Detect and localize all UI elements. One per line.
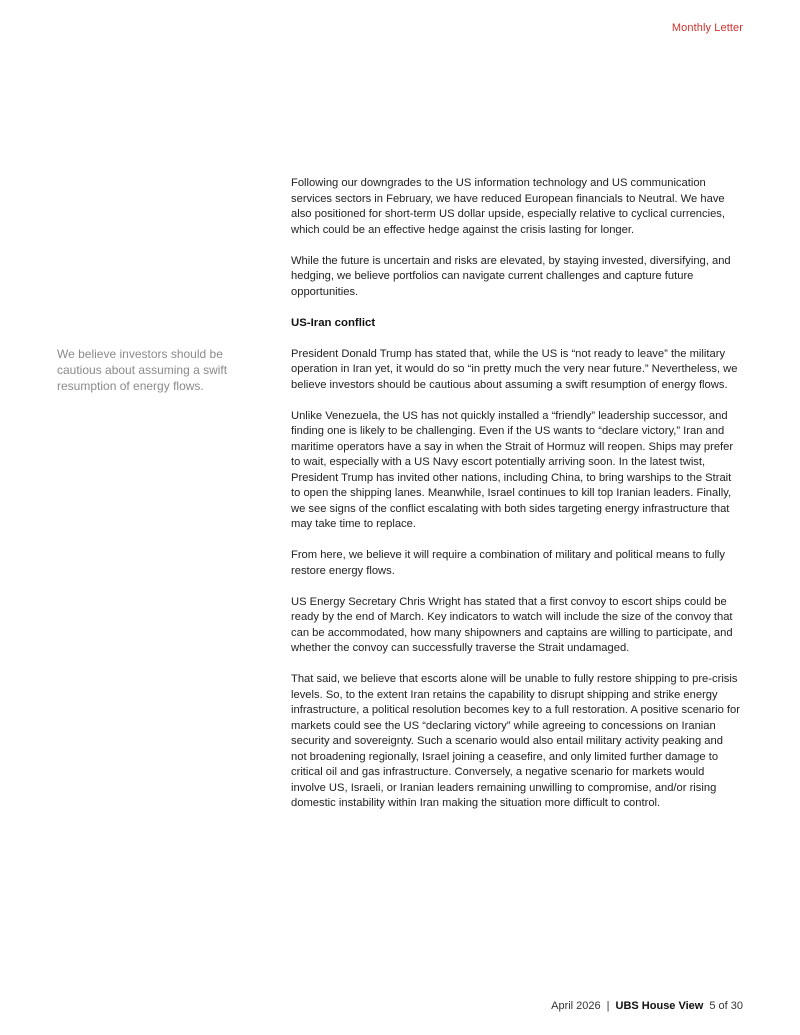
footer-page-number: 5 of 30	[709, 1000, 743, 1012]
body-paragraph: That said, we believe that escorts alone will be unable to fully restore shipping to pre-crisis levels. So, to the extent Iran retains the capability to disrupt shipping and strike energy infrastructure, a political resolution becomes key to a full restoration. A positive scenario for markets could see the US “declaring victory” while agreeing to concessions on Iranian security and sovereignty. Such a scenario would also entail military activity peaking and not broadening regionally, Israel joining a ceasefire, and only limited further damage to critical oil and gas infrastructure. Conversely, a negative scenario for markets would involve US, Israeli, or Iranian leaders remaining unwilling to compromise, and/or rising domestic instability within Iran making the situation more difficult to control.	[291, 673, 740, 809]
footer-separator: |	[606, 1000, 610, 1012]
footer-publication: UBS House View	[615, 1000, 704, 1012]
main-body	[291, 176, 741, 827]
body-paragraph: Following our downgrades to the US information technology and US communication services sectors in February, we have reduced European financials to Neutral. We have also positioned for short-term US dollar upside, especially relative to cyclical currencies, which could be an effective hedge against the crisis lasting for longer.	[291, 177, 726, 236]
header-label: Monthly Letter	[671, 22, 743, 34]
body-paragraph: From here, we believe it will require a combination of military and political means to fully restore energy flows.	[291, 549, 726, 577]
body-paragraph: US Energy Secretary Chris Wright has stated that a first convoy to escort ships could be ready by the end of March. Key indicators to watch will include the size of the convoy that can be accommodated, how many shipowners and captains are willing to participate, and whether the convoy can successfully traverse the Strait undamaged.	[291, 595, 733, 654]
page-footer	[551, 1000, 743, 1012]
body-paragraph: President Donald Trump has stated that, while the US is “not ready to leave” the military operation in Iran yet, it would do so “in pretty much the very near future.” Nevertheless, we believe investors should be cautious about assuming a swift resumption of energy flows.	[291, 347, 738, 391]
sidebar-pull-quote: We believe investors should be cautious about assuming a swift resumption of energy flows.	[57, 347, 228, 393]
section-heading: US-Iran conflict	[291, 316, 376, 329]
footer-date: April 2026	[551, 1000, 601, 1012]
body-paragraph: Unlike Venezuela, the US has not quickly installed a “friendly” leadership successor, and finding one is likely to be challenging. Even if the US wants to “declare victory,” Iran and maritime operators have a say in when the Strait of Hormuz will reopen. Ships may prefer to wait, especially with a US Navy escort potentially arriving soon. In the latest twist, President Trump has invited other nations, including China, to bring warships to the Strait to open the shipping lanes. Meanwhile, Israel continues to kill top Iranian leaders. Finally, we see signs of the conflict escalating with both sides targeting energy infrastructure that may take time to replace.	[291, 409, 734, 530]
body-paragraph: While the future is uncertain and risks are elevated, by staying invested, diversifying, and hedging, we believe portfolios can navigate current challenges and capture future opportunities.	[291, 254, 731, 298]
